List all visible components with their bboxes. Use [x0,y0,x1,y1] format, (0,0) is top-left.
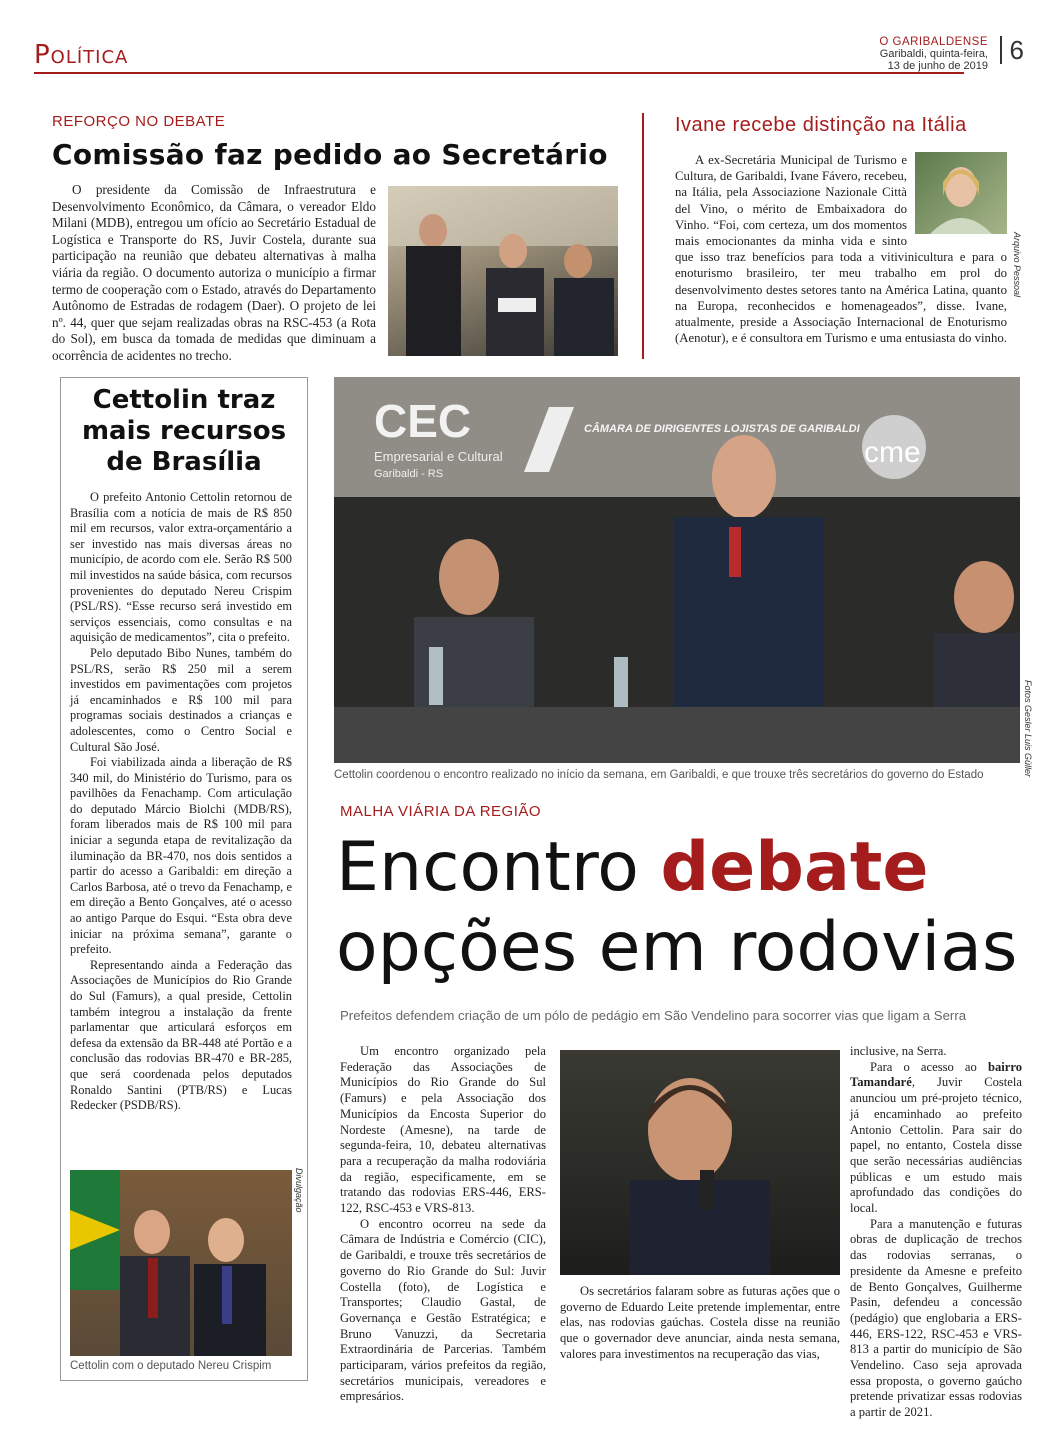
banner-cec: CEC [374,395,472,447]
story1-photo-figures [388,186,618,356]
headline-part-a: Encontro [336,828,661,907]
masthead-info [879,36,988,72]
section-title: Política [34,40,129,70]
story2-headline: Ivane recebe distinção na Itália [675,114,967,136]
story3-headline: Cettolin traz mais recursos de Brasília [81,385,287,477]
main-photo [334,377,1020,763]
story3-p1: O prefeito Antonio Cettolin retornou de Brasília com a notícia de mais de R$ 850 mil em recursos, valor extra-orçamentário a ser investido nas mais diversas áreas no município, de acordo com ele. Serão R$ 500 mil investidos na saúde básica, com recursos provenientes do deputado Nereu Crispim (PSL/RS). “Esse recurso será investido em serviços essenciais, como consultas e na aquisição de medicamentos”, cita o prefeito. [70,490,292,645]
story4-col3-p1 [850,1060,1022,1217]
portrait-figure [915,152,1007,234]
col3-pre: Para o acesso ao [870,1059,988,1074]
story4-col1 [340,1044,546,1405]
banner-cec-city: Garibaldi - RS [374,468,444,480]
dateline-1: Garibaldi, quinta-feira, [879,48,988,60]
story1-body [52,182,376,365]
story1-headline: Comissão faz pedido ao Secretário [52,138,608,171]
col3-post: , Juvir Costela anunciou um pré-projeto técnico, já encaminhado ao prefeito Antonio Cettolin. Para sair do papel, no entanto, Costela disse que serão necessárias audiências públicas e um estudo mais aprofundado das condições do local. [850,1075,1022,1216]
story3-photo [70,1170,292,1356]
story4-col2 [560,1284,840,1363]
story4-col1-p2: O encontro ocorreu na sede da Câmara de Indústria e Comércio (CIC), de Garibaldi, e trouxe três secretários de governo do Rio Grande do Sul: Juvir Costella (foto), de Logística e Transportes; Claudio Gastal, de Governança e Gestão Estratégica; e Bruno Vanuzzi, da Secretaria Extraordinária de Parcerias. Também participaram, vários prefeitos da região, secretários municipais, vereadores e empresários. [340,1216,546,1404]
section-rule [34,72,964,74]
story4-col3-p0: inclusive, na Serra. [850,1044,947,1058]
main-photo-scene [334,377,1020,763]
story1-photo [388,186,618,356]
story3-p2: Pelo deputado Bibo Nunes, também do PSL/RS, serão R$ 250 mil a serem investidos em pavimentações com projetos já encaminhados e R$ 100 mil para programas sociais destinados a crianças e adolescentes, como o Centro Social e Cultural São José. [70,645,292,754]
story4-col3 [850,1044,1022,1421]
story1-paragraph: O presidente da Comissão de Infraestrutura e Desenvolvimento Econômico, da Câmara, o vereador Eldo Milani (MDB), entregou um ofício ao Secretário Estadual de Logística e Transporte do RS, Juvir Costela, durante sua participação na reunião que debateu alternativas à malha viária da região. O documento autoriza o município a firmar termo de cooperação com o Estado, através do Departamento Autônomo de Estradas de rodagem (Daer). O projeto de lei nº. 44, quer que sejam realizadas obras na RSC-453 (a Rota do Sol), em busca da tomada de medidas que diminuam a ocorrência de acidentes no trecho. [52,182,376,363]
story3-credit: Divulgação [294,1168,304,1213]
headline-highlight: debate [660,828,929,907]
paper-name: O GARIBALDENSE [879,36,988,48]
story4-col2-p1: Os secretários falaram sobre as futuras ações que o governo de Eduardo Leite pretende implementar, entre elas, nas rodovias gaúchas. Costela disse na reunião que o governador deve anunciar, ainda nesta semana, valores para investimentos na recuperação das vias, [560,1284,840,1361]
column-divider [642,113,644,359]
story1-kicker: REFORÇO NO DEBATE [52,113,226,130]
main-photo-caption: Cettolin coordenou o encontro realizado no início da semana, em Garibaldi, e que trouxe três secretários do governo do Estado [334,769,984,781]
story4-photo [560,1050,840,1275]
main-photo-credit: Fotos Gesler Luis Güller [1023,680,1033,778]
story2-photo [915,152,1007,234]
story2-body [675,152,1007,346]
story4-photo-figure [560,1050,840,1275]
story3-p4: Representando ainda a Federação das Associações de Municípios do Rio Grande do Sul (Famurs), a qual preside, Cettolin também integrou a instalação da frente parlamentar que articulará esforços em defesa da extensão da BR-448 até Portão e a conclusão das rodovias BR-470 e BR-285, que será coordenada pelos deputados Ronaldo Santini (PTB/RS) e Lucas Redecker (PSDB/RS). [70,957,292,1113]
story3-caption: Cettolin com o deputado Nereu Crispim [70,1360,272,1372]
story4-col1-p1: Um encontro organizado pela Federação das Associações de Municípios do Rio Grande do Sul (Famurs) e pela Associação dos Municípios da Encosta Superior do Nordeste (Amesne), na tarde de segunda-feira, 10, debateu alternativas para a recuperação da malha rodoviária da região, especificamente, em se tratando das rodovias ERS-446, ERS-122, RSC-453 e VRS-813. [340,1044,546,1216]
page-number: 6 [1000,36,1024,64]
story2-paragraph: A ex-Secretária Municipal de Turismo e Cultura, de Garibaldi, Ivane Fávero, recebeu, na Itália, pela Associazione Nazionale Città del Vino, o mérito de Embaixadora do Vinho. “Foi, com certeza, um dos momentos mais emocionantes da minha vida e sinto que isso traz benefícios para toda a vitivinicultura e para o enoturismo brasileiro, ter meu trabalho em prol do desenvolvimento destes setores tanto na América Latina, quanto na Europa, reconhecidos e homenageados”, disse. Ivane, atualmente, preside a Associação Internacional de Enoturismo (Aenotur), e é consultora em Turismo e uma entusiasta do vinho. [675,153,1007,346]
banner-cdl: CÂMARA DE DIRIGENTES LOJISTAS DE GARIBALDI [584,423,860,435]
story4-deck: Prefeitos defendem criação de um pólo de pedágio em São Vendelino para socorrer vias que ligam a Serra [340,1008,967,1023]
story2-credit: Arquivo Pessoal [1012,232,1022,298]
banner-cec-sub: Empresarial e Cultural [374,449,503,464]
story4-kicker: MALHA VIÁRIA DA REGIÃO [340,803,542,820]
story4-col3-p2: Para a manutenção e futuras obras de duplicação de trechos das rodovias serranas, o presidente da Amesne e prefeito de Bento Gonçalves, Guilherme Pasin, defendeu a concessão (pedágio) que englobaria a ERS-446, ERS-122, RSC-453 e VRS-813 a partir do município de São Vendelino. Caso seja aprovada essa proposta, o governo gaúcho pretende privatizar essas rodovias a partir de 2021. [850,1216,1022,1420]
story4-headline [336,828,1017,988]
dateline-2: 13 de junho de 2019 [887,60,988,72]
story3-photo-figures [70,1170,292,1356]
story3-body [70,490,292,1114]
headline-part-c: opções em rodovias [336,908,1018,987]
col3-bold: bairro Tamandaré [850,1059,1022,1090]
logo-cme: cme [864,436,921,469]
story3-p3: Foi viabilizada ainda a liberação de R$ 340 mil, do Ministério do Turismo, para os pavilhões da Fenachamp. Com articulação do deputado Márcio Biolchi (MDB/RS), foram liberados mais de R$ 100 mil para iniciar a segunda etapa de revitalização da iluminação da BR-470, nos dois sentidos a partir do acesso a Garibaldi: em direção a Carlos Barbosa, até o trevo da Fenachamp, e em direção a Bento Gonçalves, até o acesso ao antigo Parque do Esqui. “Esta obra deve iniciar na próxima semana”, garante o prefeito. [70,755,292,957]
